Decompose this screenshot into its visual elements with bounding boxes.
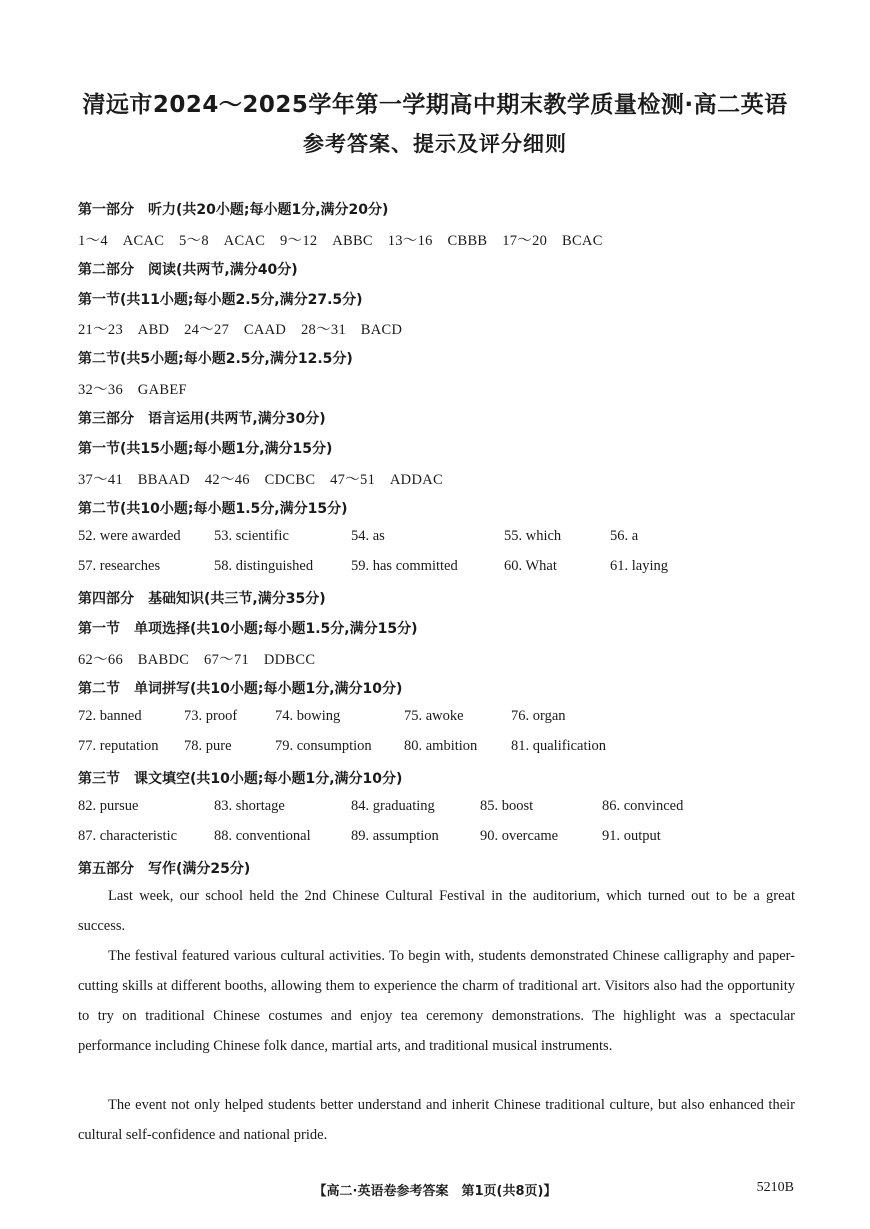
- essay-paragraph: Last week, our school held the 2nd Chinese Cultural Festival in the auditorium, which turned out to be a great success.: [78, 888, 795, 934]
- answer-item: 80. ambition: [404, 738, 478, 754]
- answer-item: 85. boost: [480, 798, 534, 814]
- part2-sec1-heading: 第一节(共11小题;每小题2.5分,满分27.5分): [78, 292, 363, 308]
- document-code: 5210B: [756, 1180, 794, 1195]
- answer-item: 53. scientific: [214, 528, 289, 544]
- answer-item: 87. characteristic: [78, 828, 178, 844]
- answer-item: 75. awoke: [404, 708, 464, 724]
- part1-answers: 1～4 ACAC 5～8 ACAC 9～12 ABBC 13～16 CBBB 17～20 BCAC: [78, 233, 603, 249]
- answer-item: 59. has committed: [351, 558, 458, 574]
- part5-heading: 第五部分 写作(满分25分): [78, 861, 251, 877]
- part2-sec2-answers: 32～36 GABEF: [78, 382, 187, 398]
- answer-item: 89. assumption: [351, 828, 439, 844]
- answer-item: 73. proof: [184, 708, 238, 724]
- answer-item: 74. bowing: [275, 708, 341, 724]
- answer-item: 60. What: [504, 558, 557, 574]
- answer-item: 84. graduating: [351, 798, 435, 814]
- essay-paragraph: The event not only helped students better understand and inherit Chinese traditional culture, but also enhanced their cultural self-confidence and national pride.: [78, 1097, 795, 1143]
- page-subtitle: 参考答案、提示及评分细则: [303, 132, 567, 156]
- part4-sec1-heading: 第一节 单项选择(共10小题;每小题1.5分,满分15分): [78, 621, 418, 637]
- part3-heading: 第三部分 语言运用(共两节,满分30分): [78, 411, 326, 427]
- part4-sec3-heading: 第三节 课文填空(共10小题;每小题1分,满分10分): [78, 771, 403, 787]
- answer-item: 78. pure: [184, 738, 232, 754]
- answer-item: 76. organ: [511, 708, 566, 724]
- answer-item: 88. conventional: [214, 828, 311, 844]
- page-footer: 【高二·英语卷参考答案 第1页(共8页)】: [313, 1184, 557, 1199]
- part3-sec1-heading: 第一节(共15小题;每小题1分,满分15分): [78, 441, 333, 457]
- essay-paragraph: The festival featured various cultural activities. To begin with, students demonstrated Chinese calligraphy and paper-cutting skills at different booths, allowing them to experience the charm of traditional art. Visitors also had the opportunity to try on traditional Chinese costumes and enjoy tea ceremony demonstrations. The highlight was a spectacular performance including Chinese folk dance, martial arts, and traditional musical instruments.: [78, 948, 795, 1054]
- answer-item: 81. qualification: [511, 738, 607, 754]
- part2-heading: 第二部分 阅读(共两节,满分40分): [78, 262, 298, 278]
- answer-item: 52. were awarded: [78, 528, 181, 544]
- answer-item: 83. shortage: [214, 798, 285, 814]
- answer-item: 57. researches: [78, 558, 161, 574]
- answer-item: 61. laying: [610, 558, 668, 574]
- answer-item: 86. convinced: [602, 798, 684, 814]
- part2-sec1-answers: 21～23 ABD 24～27 CAAD 28～31 BACD: [78, 322, 403, 338]
- answer-item: 82. pursue: [78, 798, 139, 814]
- part3-sec2-heading: 第二节(共10小题;每小题1.5分,满分15分): [78, 501, 348, 517]
- answer-item: 90. overcame: [480, 828, 559, 844]
- answer-item: 54. as: [351, 528, 385, 544]
- page-title: 清远市2024～2025学年第一学期高中期末教学质量检测·高二英语: [82, 92, 788, 118]
- part2-sec2-heading: 第二节(共5小题;每小题2.5分,满分12.5分): [78, 351, 353, 367]
- answer-item: 77. reputation: [78, 738, 159, 754]
- part4-sec1-answers: 62～66 BABDC 67～71 DDBCC: [78, 652, 316, 668]
- answer-item: 56. a: [610, 528, 639, 544]
- answer-item: 55. which: [504, 528, 562, 544]
- answer-item: 91. output: [602, 828, 661, 844]
- answer-item: 79. consumption: [275, 738, 372, 754]
- part4-heading: 第四部分 基础知识(共三节,满分35分): [78, 591, 326, 607]
- part4-sec2-heading: 第二节 单词拼写(共10小题;每小题1分,满分10分): [78, 681, 403, 697]
- answer-item: 72. banned: [78, 708, 142, 724]
- part1-heading: 第一部分 听力(共20小题;每小题1分,满分20分): [78, 202, 389, 218]
- answer-item: 58. distinguished: [214, 558, 314, 574]
- part3-sec1-answers: 37～41 BBAAD 42～46 CDCBC 47～51 ADDAC: [78, 472, 443, 488]
